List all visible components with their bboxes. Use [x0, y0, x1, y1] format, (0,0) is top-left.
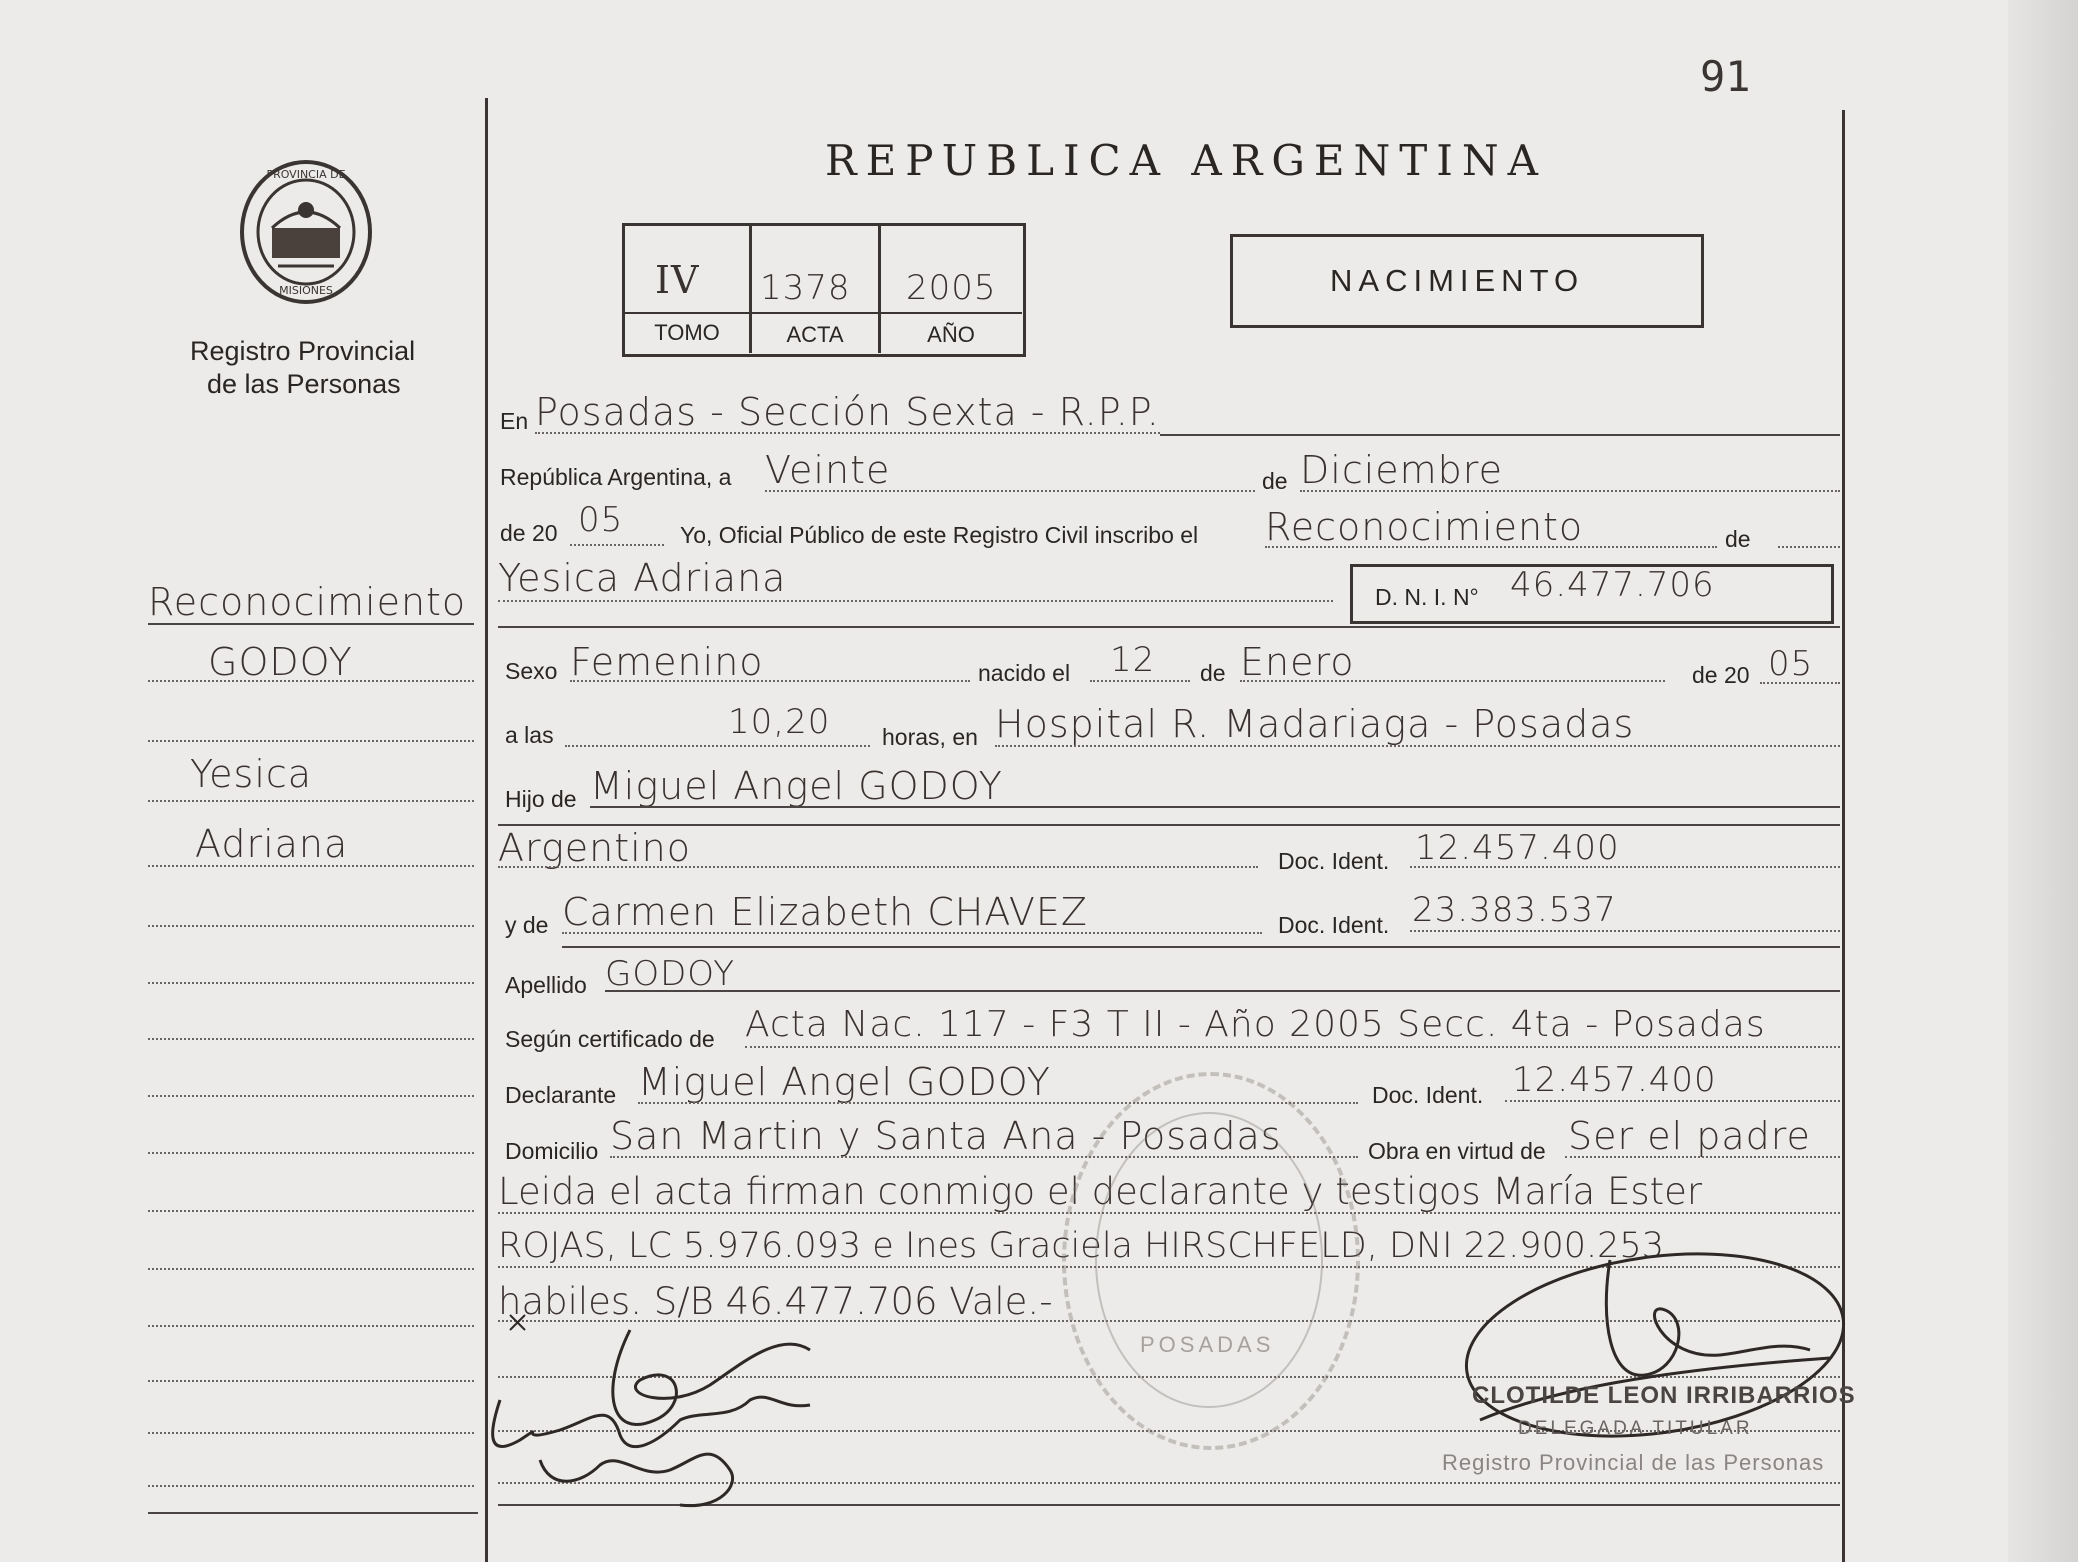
svg-text:MISIONES: MISIONES — [279, 284, 333, 297]
declarant: Miguel Angel GODOY — [638, 1060, 1051, 1104]
provincial-seal — [238, 158, 374, 306]
dni: 46.477.706 — [1510, 565, 1715, 605]
margin-note: Reconocimiento — [148, 580, 467, 624]
address: San Martin y Santa Ana - Posadas — [610, 1114, 1282, 1158]
full-name: Yesica Adriana — [498, 556, 787, 600]
father-doc: 12.457.400 — [1415, 828, 1620, 868]
label-dni: D. N. I. N° — [1375, 584, 1479, 610]
year: 05 — [578, 500, 624, 540]
official-title: DELEGADA TITULAR — [1518, 1418, 1753, 1439]
ano-label: AÑO — [927, 322, 975, 347]
place: Posadas - Sección Sexta - R.P.P. — [535, 390, 1160, 434]
by-virtue: Ser el padre — [1568, 1114, 1811, 1158]
label-de-20: de 20 — [500, 520, 558, 546]
label-de: de — [1262, 468, 1288, 494]
label-republica: República Argentina, a — [500, 464, 732, 490]
body-line-2: ROJAS, LC 5.976.093 e Ines Graciela HIRSCHFELD, DNI 22.900.253 — [498, 1226, 1664, 1266]
label-en: En — [500, 408, 529, 434]
label-sexo: Sexo — [505, 658, 558, 684]
label-doc-ident-2: Doc. Ident. — [1278, 912, 1390, 938]
label-declarante: Declarante — [505, 1082, 617, 1108]
father-nationality: Argentino — [498, 826, 692, 870]
signatures — [480, 1270, 900, 1540]
margin-given1: Yesica — [190, 752, 313, 796]
birth-day: 12 — [1110, 640, 1156, 680]
label-hijo-de: Hijo de — [505, 786, 577, 812]
mother-doc: 23.383.537 — [1412, 890, 1617, 930]
acta-label: ACTA — [786, 322, 844, 347]
label-horas: horas, en — [882, 724, 978, 750]
act: Reconocimiento — [1265, 505, 1584, 549]
country-title: REPUBLICA ARGENTINA — [825, 136, 1547, 185]
label-de-2: de — [1725, 526, 1751, 552]
declarant-doc: 12.457.400 — [1512, 1060, 1717, 1100]
sex: Femenino — [570, 640, 764, 684]
body-line-3: habiles. S/B 46.477.706 Vale.- — [498, 1280, 1053, 1323]
mother: Carmen Elizabeth CHAVEZ — [562, 890, 1088, 934]
margin-surname: GODOY — [208, 640, 353, 684]
body-line-1: Leida el acta firman conmigo el declarante y testigos María Ester — [498, 1170, 1703, 1213]
time: 10,20 — [728, 702, 831, 742]
page-edge — [2008, 0, 2078, 1562]
birth-year: 05 — [1768, 644, 1814, 684]
month: Diciembre — [1300, 448, 1503, 492]
label-doc-ident-3: Doc. Ident. — [1372, 1082, 1484, 1108]
day: Veinte — [765, 448, 891, 492]
label-doc-ident-1: Doc. Ident. — [1278, 848, 1390, 874]
registry-name-line2: de las Personas — [207, 369, 401, 399]
registry-name-line1: Registro Provincial — [190, 336, 416, 366]
page-number: 91 — [1700, 52, 1751, 101]
birth-place: Hospital R. Madariaga - Posadas — [995, 702, 1635, 746]
birth-month: Enero — [1240, 640, 1355, 684]
official-org: Registro Provincial de las Personas — [1442, 1450, 1825, 1475]
record-type: NACIMIENTO — [1330, 263, 1585, 298]
acta-value: 1378 — [760, 268, 851, 308]
label-segun: Según certificado de — [505, 1026, 715, 1052]
label-de-20b: de 20 — [1692, 662, 1750, 688]
label-yo-oficial: Yo, Oficial Público de este Registro Civil inscribo el — [680, 522, 1199, 548]
label-domicilio: Domicilio — [505, 1138, 599, 1164]
label-nacido: nacido el — [978, 660, 1071, 686]
svg-text:PROVINCIA DE: PROVINCIA DE — [266, 168, 346, 181]
tomo-value: IV — [655, 258, 700, 302]
ano-value: 2005 — [906, 268, 997, 308]
label-obra: Obra en virtud de — [1368, 1138, 1546, 1164]
label-apellido: Apellido — [505, 972, 587, 998]
certificate: Acta Nac. 117 - F3 T II - Año 2005 Secc. 4ta - Posadas — [745, 1004, 1766, 1045]
tomo-label: TOMO — [654, 320, 720, 345]
father: Miguel Angel GODOY — [590, 764, 1003, 808]
official-name: CLOTILDE LEON IRRIBARRIOS — [1472, 1382, 1856, 1409]
surname: GODOY — [605, 954, 735, 994]
round-stamp-text: POSADAS — [1140, 1332, 1275, 1357]
margin-given2: Adriana — [195, 822, 349, 866]
label-de-3: de — [1200, 660, 1226, 686]
label-y-de: y de — [505, 912, 549, 938]
label-a-las: a las — [505, 722, 554, 748]
